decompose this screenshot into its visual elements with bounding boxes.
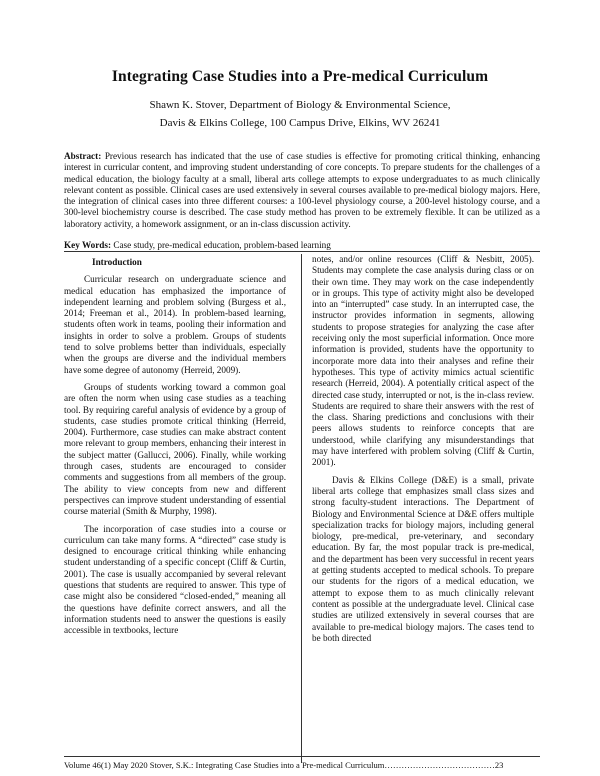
keywords-label: Key Words: [64,240,112,250]
keywords [64,240,540,251]
paragraph: notes, and/or online resources (Cliff & Nesbitt, 2005). Students may complete the case analysis during class or on their own time. They may work on the case independently or in groups. This type of activity might also be developed into an “interrupted” case study. In an interrupted case, the instructor provides information in segments, allowing students to propose strategies for analyzing the case after receiving only the most superficial information. Once more information is provided, students have the opportunity to incorporate more data into their analyses and refine their hypotheses. This type of activity mimics actual scientific research (Herreid, 2004). A potentially critical aspect of the directed case study, interrupted or not, is the in-class review. Students are required to share their answers with the rest of the class. Sharing predictions and conclusions with their peers allows students to reinforce concepts that are understood, while clarifying any misunderstandings that may have interfered with problem solving (Cliff & Curtin, 2001). [312,254,534,468]
column-separator [301,254,302,763]
paragraph: Davis & Elkins College (D&E) is a small, private liberal arts college that emphasizes small class sizes and strong faculty-student interactions. The Department of Biology and Environmental Science at D&E offers multiple specialization tracks for biology majors, including general biology, pre-medical, pre-veterinary, and secondary education. By far, the most popular track is pre-medical, and the department has been very successful in recent years at getting students accepted to medical schools. To prepare our students for the rigors of a medical education, we attempt to expose them to as much clinically relevant content as possible at the undergraduate level. Clinical case studies are utilized extensively in several courses that are available to pre-medical biology majors. The cases tend to be both directed [312,474,534,643]
divider-top [64,251,540,252]
abstract-text: Previous research has indicated that the use of case studies is effective for promoting critical thinking, enhancing interest in curricular content, and improving student understanding of core concepts. To prepare students for the challenges of a medical education, the biology faculty at a small, liberal arts college attempts to expose undergraduates to as much clinically relevant content as possible. Clinical cases are used extensively in several courses available to pre-medical biology majors. Here, the integration of clinical cases into three different courses: a 100-level physiology course, a 200-level histology course, and a 300-level biochemistry course is described. The case study method has proven to be extremely flexible. It can be utilized as a laboratory activity, a homework assignment, or an in-class discussion activity. [64,151,540,229]
author-affiliation-line-2: Davis & Elkins College, 100 Campus Drive, Elkins, WV 26241 [159,117,441,129]
abstract-label: Abstract: [64,151,102,161]
paragraph: Groups of students working toward a common goal are often the norm when using case studies as a teaching tool. By requiring careful analysis of evidence by a group of students, case studies promote critical thinking (Herreid, 2004). Furthermore, case studies can make abstract content more relevant to group members, enhancing their interest in the subject matter (Gallucci, 2006). Finally, while working through cases, students are encouraged to consider comments and suggestions from all members of the group. The ability to view concepts from new and different perspectives can improve student understanding of essential course material (Smith & Murphy, 1998). [64,381,286,517]
abstract [64,151,540,230]
paragraph: Curricular research on undergraduate science and medical education has emphasized the importance of independent learning and problem solving (Burgess et al., 2014; Freeman et al., 2014). In problem-based learning, students often work in teams, pooling their information and insights in order to solve a problem. Groups of students tend to solve problems better than individuals, especially when the groups are diverse and the individual members have some degree of autonomy (Herreid, 2009). [64,274,286,375]
page-footer: Volume 46(1) May 2020 Stover, S.K.: Integrating Case Studies into a Pre-medical Curriculum…………………………………23 [64,760,504,770]
paragraph: The incorporation of case studies into a course or curriculum can take many forms. A “directed” case study is designed to encourage critical thinking while enhancing student understanding of a specific concept (Cliff & Curtin, 2001). The case is usually accompanied by several relevant questions that students are required to answer. This type of case might also be considered “closed-ended,” meaning all the questions have definite correct answers, and all the information students need to answer the questions is easily accessible in textbooks, lecture [64,523,286,636]
right-column [312,254,534,650]
paper-title: Integrating Case Studies into a Pre-medical Curriculum [111,68,489,85]
keywords-text: Case study, pre-medical education, problem-based learning [113,240,331,250]
left-column [64,257,286,643]
section-heading-introduction: Introduction [92,257,142,267]
author-affiliation-line-1: Shawn K. Stover, Department of Biology & Environmental Science, [149,99,451,111]
divider-bottom [64,756,540,757]
